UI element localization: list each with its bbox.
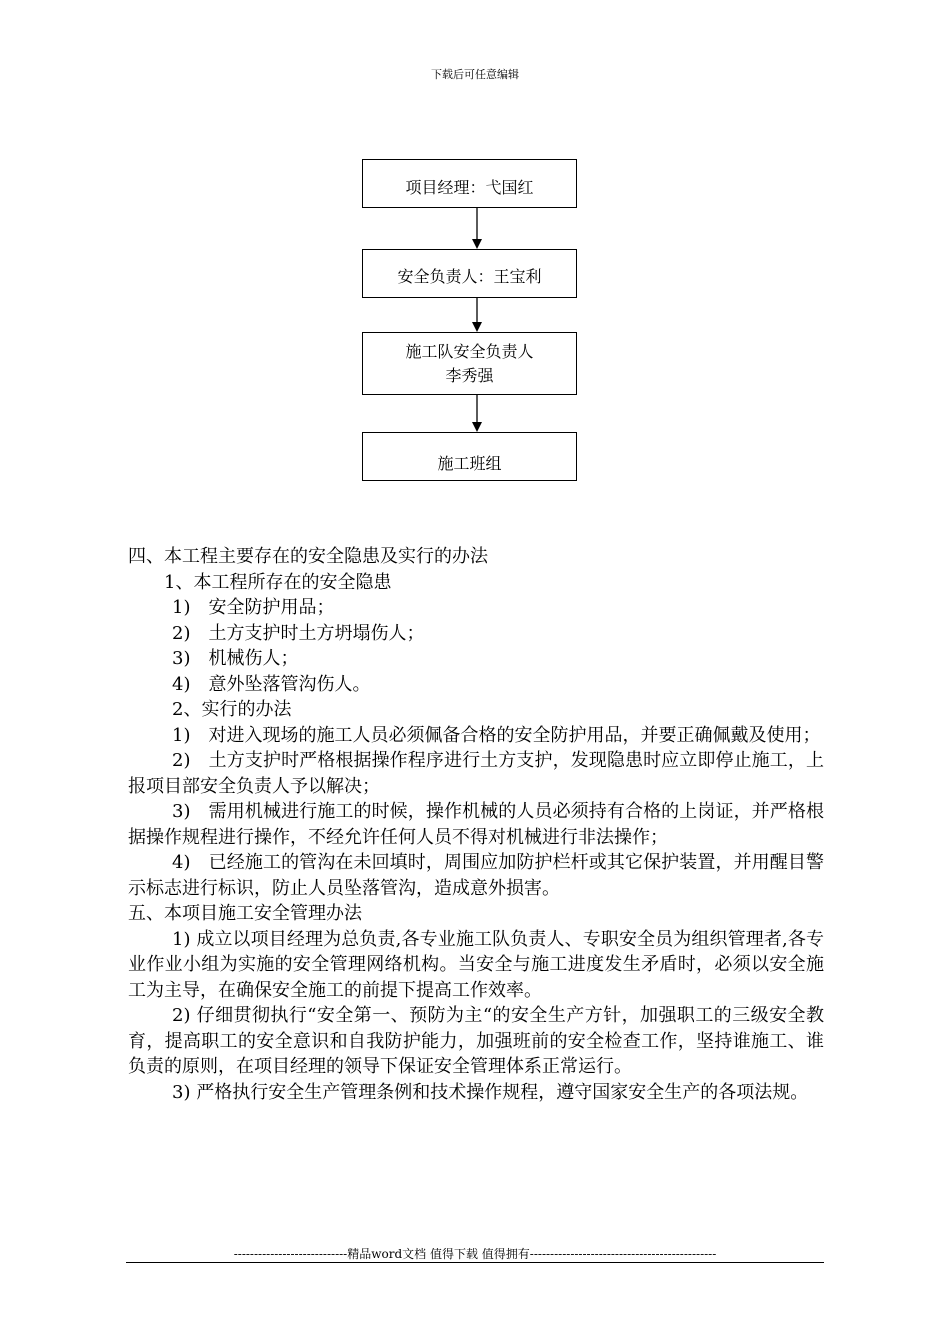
chart-box-team-safety-officer [362,332,577,395]
chart-box-work-crew [362,432,577,481]
org-chart [0,0,950,500]
management-paragraph: 1) 成立以项目经理为总负责,各专业施工队负责人、专职安全员为组织管理者,各专业作业小组为实施的安全管理网络机构。当安全与施工进度发生矛盾时，必须以安全施工为主导，在确保安全施工的前提下提高工作效率。 [128,928,824,1001]
management-paragraph: 3) 严格执行安全生产管理条例和技术操作规程，遵守国家安全生产的各项法规。 [172,1081,809,1103]
footer-divider [126,1262,824,1263]
subsection-4-2-title: 2、实行的办法 [172,699,292,720]
hazard-item: 2) 土方支护时土方坍塌伤人； [172,622,425,644]
hazard-item: 1) 安全防护用品； [172,597,335,618]
hazard-item: 3) 机械伤人； [172,648,299,669]
arrow-head-2 [472,322,482,332]
measure-paragraph: 3) 需用机械进行施工的时候，操作机械的人员必须持有合格的上岗证，并严格根据操作规程进行操作，不经允许任何人员不得对机械进行非法操作； [128,801,824,848]
management-paragraph: 2) 仔细贯彻执行“安全第一、预防为主“的安全生产方针，加强职工的三级安全教育，提高职工的安全意识和自我防护能力，加强班前的安全检查工作，坚持谁施工、谁负责的原则，在项目经理的领导下保证安全管理体系正常运行。 [128,1005,824,1077]
measure-paragraph: 1) 对进入现场的施工人员必须佩备合格的安全防护用品，并要正确佩戴及使用； [172,724,821,746]
section-5-title: 五、本项目施工安全管理办法 [128,903,362,924]
arrow-head-1 [472,239,482,249]
section-4-title: 四、本工程主要存在的安全隐患及实行的办法 [128,546,488,567]
chart-box-label: 项目经理：弋国红 [405,177,534,197]
arrow-head-3 [472,422,482,432]
measure-paragraph: 2) 土方支护时严格根据操作程序进行土方支护，发现隐患时应立即停止施工，上报项目部安全负责人予以解决； [128,750,824,797]
subsection-4-1-title: 1、本工程所存在的安全隐患 [164,571,392,593]
measure-paragraph: 4) 已经施工的管沟在未回填时，周围应加防护栏杆或其它保护装置，并用醒目警示标志进行标识，防止人员坠落管沟，造成意外损害。 [128,852,824,899]
chart-box-label: 施工队安全负责人 李秀强 [405,341,534,385]
hazard-item: 4) 意外坠落管沟伤人。 [172,673,371,695]
document-body [128,544,824,1105]
header-note: 下载后可任意编辑 [431,68,519,81]
footer-text: ----------------------------精品word文档 值得下载 值得拥有---------------------------------------------- [233,1247,717,1261]
chart-box-label: 安全负责人：王宝利 [397,266,542,286]
chart-box-label: 施工班组 [437,453,502,473]
chart-box-safety-officer [362,249,577,298]
chart-box-project-manager [362,159,577,208]
